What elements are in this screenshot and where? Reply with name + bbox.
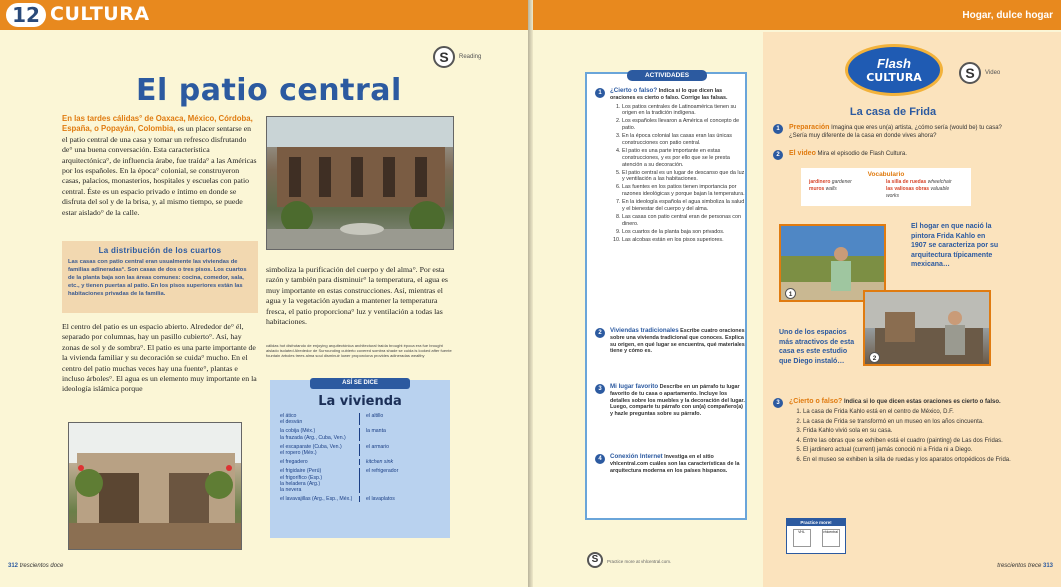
practice-label: Practice more! (787, 519, 845, 526)
chapter-header-bar-right (533, 0, 1061, 30)
reading-label: Reading (459, 54, 482, 60)
page-word: trescientos doce (19, 563, 64, 569)
vocab-column (809, 179, 886, 200)
body-column-1: El centro del patio es un espacio abierto. Alrededor de° él, separado por columnas, hay un pasillo cubierto°. Así, hay zonas de sol y de sombra°. El patio es una parte importante de la vivienda familiar y su decoración se cuida° mucho. En el centro del patio muchas veces hay una fuente°, plantas e incluso árboles°. El agua es un elemento muy importante en la ideología islámica porque (62, 322, 257, 394)
video-number: 1 (785, 288, 796, 299)
activity-3-instructions: Describe en un párrafo tu lugar favorito de tu casa o apartamento. Incluye los detalles sobre los muebles y la decoración del lugar. Luego, comparte tu párrafo con un(a) compañero(a) y hazle preguntas sobre su párrafo. (610, 384, 745, 418)
activity-3-title: Mi lugar favorito (610, 383, 659, 390)
activity-2-text (610, 328, 745, 355)
list-item: 4. Entre las obras que se exhiben está el cuadro (painting) de Las dos Fridas. (803, 437, 1013, 445)
list-item: 6. Las fuentes en los patios tienen importancia por razones ideológicas y porque bajan la temperatura. (622, 184, 745, 198)
courtyard-photo-illustration (69, 423, 242, 550)
activity-4 (595, 454, 745, 474)
activities-label: ACTIVIDADES (627, 70, 707, 81)
section-title: La casa de Frida (849, 106, 937, 118)
vocab-translation: gardener (831, 179, 852, 185)
list-item: 1. La casa de Frida Kahlo está en el centro de México, D.F. (803, 408, 1013, 416)
video-icon[interactable]: S (959, 62, 981, 84)
vocab-column (886, 179, 963, 200)
intro-paragraph (62, 114, 258, 218)
page-number-left (8, 563, 63, 569)
vivienda-row (280, 459, 445, 465)
glossary: cálidas hot disfrutando de enjoying arquitectónica architectural traída brought época era fue brought aislado isolated Alrededor de Surrounding cubierto covered sombra shade se cuida is looked after fuente fountain árboles trees alma soul disminuir lower proporciona provides adineradas wealthy (266, 343, 452, 359)
vocab-translation: wheelchair (927, 179, 952, 185)
list-item: 3. En la época colonial las casas eran las únicas construcciones con patio central. (622, 133, 745, 147)
activity-1-title: ¿Cierto o falso? (610, 87, 658, 94)
activity-number: 4 (595, 454, 605, 464)
activities-box (585, 72, 747, 520)
activity-4-text (610, 454, 745, 474)
flash-item-3-title: ¿Cierto o falso? (789, 398, 843, 405)
page-number: 312 (8, 563, 19, 569)
flash-logo-line2: CULTURA (866, 71, 922, 84)
vivienda-term: el lavavajillas (Arg., Esp., Méx.) (280, 496, 360, 502)
box-text: Las casas con patio central eran usualmente las viviendas de familias adineradas°. Son casas de dos o tres pisos. Los cuartos de la planta baja son las áreas comunes: cocina, comedor, sala, etc., y tienen puertas al patio. En los pisos superiores están las habitaciones privadas de la familia. (68, 259, 247, 297)
flash-item-3 (773, 398, 1013, 465)
vivienda-title: La vivienda (318, 394, 402, 409)
supersite-icon[interactable]: S (433, 46, 455, 68)
video-label: Video (985, 70, 1001, 76)
activity-4-title: Conexión Internet (610, 453, 663, 460)
activity-1-list (622, 104, 745, 244)
chapter-title: Hogar, dulce hogar (962, 10, 1053, 21)
asi-se-dice-box (270, 380, 450, 538)
list-item: 4. El patio es una parte importante en estas construcciones, y es por ello que se le presta atención a su decoración. (622, 148, 745, 168)
courtyard-flowers-photo (68, 422, 242, 550)
left-page (0, 0, 528, 587)
flash-item-3-instructions: Indica si lo que dicen estas oraciones es cierto o falso. (843, 399, 1001, 405)
vivienda-equivalent: el altillo (366, 413, 384, 419)
vivienda-equivalent: la manta (366, 428, 386, 435)
activity-4-instructions: Investiga en el sitio vhlcentral.com cuáles son las características de la arquitectura moderna en los países hispanos. (610, 454, 740, 474)
practice-note[interactable]: Practice more at vhlcentral.com. (607, 559, 672, 564)
chapter-header-bar (0, 0, 528, 30)
vocabulary-title: Vocabulario (867, 171, 905, 178)
list-item: 3. Frida Kahlo vivió sola en su casa. (803, 427, 1013, 435)
chapter-label: CULTURA (50, 3, 150, 25)
list-item: 2. La casa de Frida se transformó en un museo en los años cincuenta. (803, 418, 1013, 426)
chapter-number: 12 (6, 3, 46, 27)
vivienda-term: el escaparate (Cuba, Ven.) el ropero (Méx.) (280, 444, 360, 456)
flash-item-1-title: Preparación (789, 124, 830, 131)
vocab-entry (886, 179, 963, 186)
activity-1 (595, 88, 745, 245)
video-caption-1: El hogar en que nació la pintora Frida Kahlo en 1907 se caracteriza por su arquitectura típicamente mexicana… (911, 223, 999, 268)
vocab-entry (809, 179, 886, 186)
vocab-entry (886, 186, 963, 200)
right-page (533, 0, 1061, 587)
vocab-word: la silla de ruedas (886, 179, 927, 185)
flash-logo-line1: Flash (877, 56, 911, 71)
flash-item-2-title: El video (789, 150, 816, 157)
asi-se-dice-label: ASÍ SE DICE (310, 378, 410, 389)
vivienda-row (280, 413, 445, 425)
page-number-right (997, 563, 1053, 569)
vivienda-equivalent: el lavaplatos (366, 496, 395, 503)
video-caption-2: Uno de los espacios más atractivos de esta casa es este estudio que Diego instaló… (779, 329, 855, 365)
list-item: 8. Las casas con patio central eran de personas con dinero. (622, 214, 745, 228)
activity-1-text (610, 88, 745, 102)
vivienda-row (280, 428, 445, 440)
list-item: 5. El jardinero actual (current) jamás conoció ni a Frida ni a Diego. (803, 446, 1013, 454)
vivienda-row (280, 444, 445, 456)
list-item: 5. El patio central es un lugar de descanso que da luz y ventilación a las habitaciones. (622, 170, 745, 184)
list-item: 9. Los cuartos de la planta baja son privados. (622, 229, 745, 236)
vocab-translation: valuable works (886, 186, 950, 199)
page-title: El patio central (136, 73, 402, 108)
item-number: 2 (773, 150, 783, 160)
distribution-box (62, 241, 258, 313)
activity-3 (595, 384, 745, 418)
activity-number: 2 (595, 328, 605, 338)
video-still-2[interactable] (863, 290, 991, 366)
activity-2 (595, 328, 745, 355)
list-item: 1. Los patios centrales de Latinoamérica tienen su origen en la tradición indígena. (622, 104, 745, 118)
list-item: 10. Las alcobas están en los pisos superiores. (622, 237, 745, 244)
supersite-icon[interactable]: vhlcentral (822, 529, 840, 547)
flash-item-1-text (789, 124, 1018, 140)
patio-photo (266, 116, 454, 250)
activity-2-instructions: Escribe cuatro oraciones sobre una vivienda tradicional que conoces. Explica su origen, en qué lugar se encuentra, qué materiales tiene y cómo es. (610, 328, 745, 355)
video-still-2-illustration (865, 292, 991, 366)
vocab-translation: walls (825, 186, 837, 192)
book-icon[interactable]: VHL (793, 529, 811, 547)
video-number: 2 (869, 352, 880, 363)
vivienda-equivalent: el armario (366, 443, 390, 450)
activity-number: 1 (595, 88, 605, 98)
list-item: 6. En el museo se exhiben la silla de ruedas y los aparatos ortopédicos de Frida. (803, 456, 1013, 464)
vivienda-equivalent: kitchen sink (366, 459, 394, 466)
vivienda-row (280, 496, 445, 502)
patio-photo-illustration (267, 117, 454, 250)
flash-item-2-body: Mira el episodio de Flash Cultura. (817, 151, 907, 157)
activity-number: 3 (595, 384, 605, 394)
item-number: 3 (773, 398, 783, 408)
box-title: La distribución de los cuartos (98, 246, 222, 255)
vocab-word: las valiosas obras (886, 186, 930, 192)
supersite-icon[interactable]: S (587, 552, 603, 568)
flash-item-2-text (789, 150, 1018, 158)
vocab-word: jardinero (809, 179, 831, 185)
page-number: 313 (1042, 563, 1053, 569)
vivienda-equivalent: el refrigerador (366, 468, 399, 475)
flash-item-2 (773, 150, 1018, 158)
flash-item-1-body: Imagina que eres un(a) artista, ¿cómo sería (would be) tu casa? ¿Sería muy diferente de la casa en donde vives ahora? (789, 125, 1002, 139)
vivienda-term: el ático el desván (280, 413, 360, 425)
intro-text: es un placer sentarse en el patio central de una casa y tomar un refresco disfrutando de° una buena conversación. Esta característica arquitectónica°, de influencia árabe, fue traída° a las Américas por los españoles. En la época° colonial, se construyeron casas, palacios, monasterios, hospitales y escuelas con patio central. Éste es un espacio privado e íntimo en donde se disfruta del sol y de la brisa, y, al mismo tiempo, se puede estar aislado° de la calle. (62, 124, 257, 217)
intro-highlight: En las tardes cálidas° de Oaxaca, México, Córdoba, España, o Popayán, Colombia, (62, 114, 253, 134)
body-column-2: simboliza la purificación del cuerpo y del alma°. Por esta razón y también para disminuir° la temperatura, el agua es muy importante en estas construcciones. Así, mientras el agua y la vegetación ayudan a mantener la temperatura fresca, el patio proporciona° luz y ventilación a todas las habitaciones. (266, 265, 448, 327)
flash-item-3-list (803, 408, 1013, 464)
list-item: 7. En la ideología española el agua simboliza la salud y el bienestar del cuerpo y del alma. (622, 199, 745, 213)
vivienda-term: la cobija (Méx.) la frazada (Arg., Cuba, Ven.) (280, 428, 360, 440)
page-word: trescientos trece (997, 563, 1042, 569)
practice-more-box[interactable] (786, 518, 846, 554)
item-number: 1 (773, 124, 783, 134)
vocabulary-grid (801, 178, 971, 201)
activity-2-title: Viviendas tradicionales (610, 327, 679, 334)
activity-3-text (610, 384, 745, 418)
practice-icons (787, 529, 845, 547)
activity-1-instructions: Indica si lo que dicen las oraciones es cierto o falso. Corrige las falsas. (610, 88, 728, 101)
vivienda-row (280, 468, 445, 493)
flash-item-3-text (789, 398, 1013, 406)
list-item: 2. Los españoles llevaron a América el concepto de patio. (622, 118, 745, 132)
vivienda-list (280, 413, 445, 505)
vocab-entry (809, 186, 886, 193)
vocab-word: muros (809, 186, 825, 192)
vivienda-term: el fregadero (280, 459, 360, 465)
flash-item-1 (773, 124, 1018, 140)
vocabulary-box (801, 168, 971, 206)
vivienda-term: el frigidaire (Perú) el frigorífico (Esp.) la heladera (Arg.) la nevera (280, 468, 360, 493)
flash-cultura-logo (845, 44, 943, 96)
